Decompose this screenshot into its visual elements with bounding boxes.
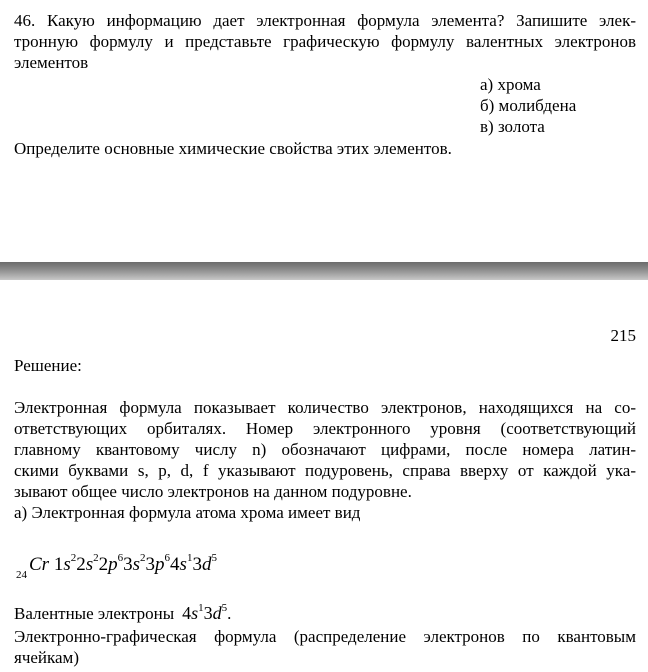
chromium-electron-formula — [16, 552, 217, 581]
valence-count: 5 — [221, 602, 228, 614]
formula-count: 6 — [117, 552, 124, 564]
option-chromium: а) хрома — [480, 75, 541, 94]
formula-level: 1 — [53, 554, 64, 575]
question-line-3: элементов — [14, 53, 89, 72]
formula-sublevel: p — [108, 554, 118, 575]
element-symbol: Cr — [29, 554, 50, 575]
page-bottom — [0, 280, 648, 672]
formula-term — [146, 554, 171, 575]
formula-level: 4 — [170, 554, 180, 575]
formula-count: 2 — [140, 552, 146, 564]
formula-sublevel: s — [179, 554, 187, 575]
formula-term — [123, 554, 145, 575]
formula-term — [192, 554, 217, 575]
formula-sublevel: s — [132, 554, 141, 575]
formula-count: 2 — [70, 552, 77, 564]
solution-paragraph — [14, 397, 636, 523]
solution-line-1: Электронная формула показывает количество электронов, находящихся на со- — [14, 398, 636, 417]
formula-term — [170, 554, 192, 575]
valence-sublevel: s — [191, 603, 199, 623]
solution-line-2: ответствующих орбиталях. Номер электронного уровня (соответствующий — [14, 419, 636, 438]
option-gold: в) золота — [480, 117, 545, 136]
valence-label: Валентные электроны — [14, 604, 175, 623]
graphic-line-2: ячейкам) — [14, 648, 79, 667]
formula-level: 3 — [123, 554, 133, 575]
formula-sublevel: s — [63, 554, 71, 575]
solution-line-5: зывают общее число электронов на данном подуровне. — [14, 482, 412, 501]
graphic-line-1: Электронно-графическая формула (распределение электронов по квантовым — [14, 627, 636, 646]
question-closing-text: Определите основные химические свойства этих элементов. — [14, 139, 452, 158]
formula-count: 5 — [211, 552, 217, 564]
solution-heading-text: Решение: — [14, 356, 82, 375]
question-line-1: 46. Какую информацию дает электронная формула элемента? Запишите элек- — [14, 11, 636, 30]
formula-terms — [54, 554, 217, 575]
valence-formula — [182, 603, 227, 623]
page-divider — [0, 262, 648, 280]
question-options — [480, 74, 576, 137]
formula-level: 2 — [98, 554, 109, 575]
question-line-2: тронную формулу и представьте графическую формулу валентных электронов — [14, 32, 636, 51]
valence-term — [204, 603, 228, 623]
solution-line-3: главному квантовому числу n) обозначают цифрами, после номера латин- — [14, 440, 636, 459]
valence-end: . — [227, 604, 232, 623]
valence-electrons — [14, 602, 231, 624]
question-text — [14, 10, 636, 73]
formula-level: 2 — [76, 554, 86, 575]
graphic-formula-text — [14, 626, 636, 668]
valence-level: 3 — [203, 603, 213, 623]
part-a-text: а) Электронная формула атома хрома имеет вид — [14, 503, 361, 522]
page-top — [0, 0, 648, 262]
formula-count: 6 — [164, 552, 171, 564]
solution-heading — [14, 355, 636, 376]
formula-sublevel: s — [85, 554, 94, 575]
atomic-number: 24 — [16, 569, 27, 581]
valence-level: 4 — [182, 603, 192, 623]
formula-count: 2 — [93, 552, 99, 564]
formula-level: 3 — [145, 554, 156, 575]
solution-line-4: скими буквами s, p, d, f указывают подуровень, справа вверху от каждой ука- — [14, 461, 636, 480]
option-molybdenum: б) молибдена — [480, 96, 577, 115]
valence-count: 1 — [198, 602, 204, 614]
question-closing — [14, 138, 636, 159]
formula-term — [99, 554, 124, 575]
formula-sublevel: p — [155, 554, 165, 575]
page-number: 215 — [610, 326, 636, 345]
valence-sublevel: d — [212, 603, 222, 623]
formula-count: 1 — [186, 552, 193, 564]
formula-term — [54, 554, 76, 575]
formula-term — [76, 554, 98, 575]
valence-term — [182, 603, 204, 623]
formula-sublevel: d — [201, 554, 212, 575]
formula-level: 3 — [192, 554, 202, 575]
